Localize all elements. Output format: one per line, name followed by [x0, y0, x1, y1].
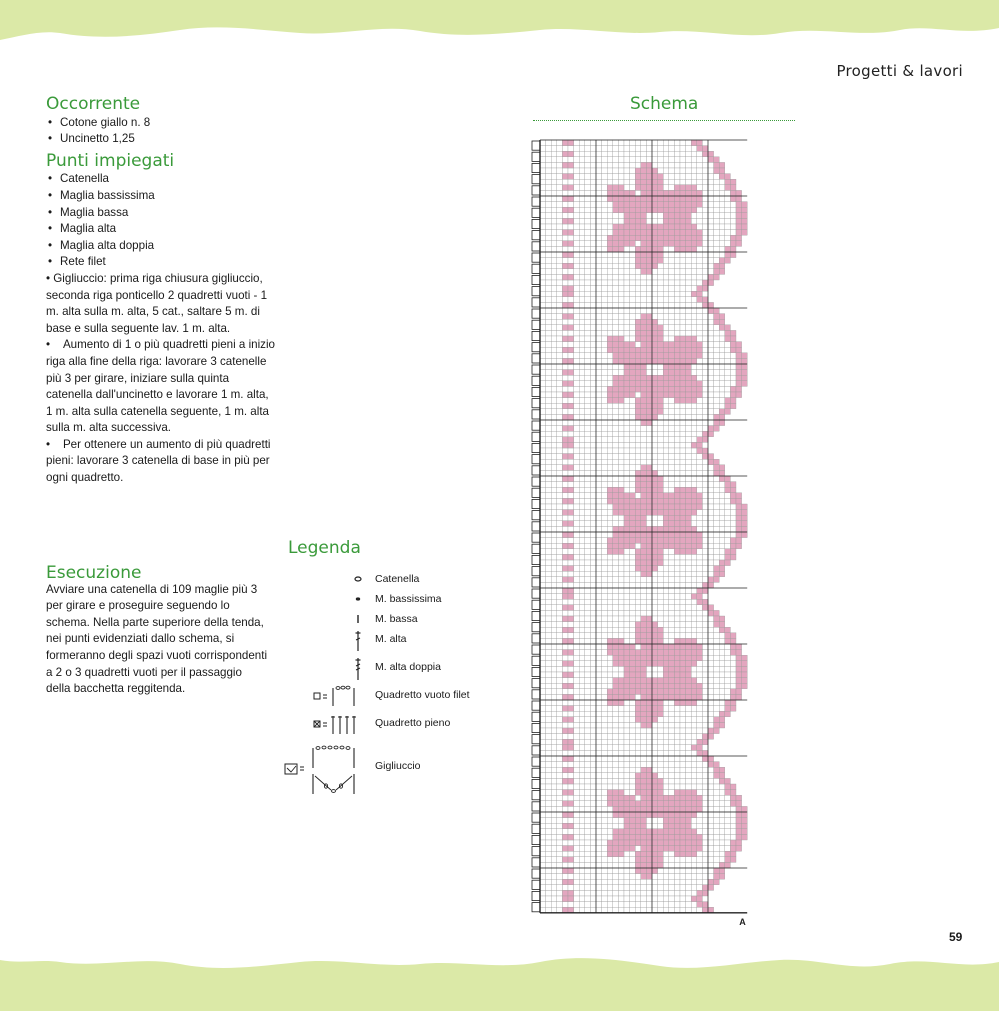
legend-row-alta-doppia — [300, 658, 500, 680]
esecuzione-text: Avviare una catenella di 109 maglie più 3 per girare e proseguire seguendo lo schema. Nella parte superiore della tenda, nei punti evidenziati dallo schema, si formeranno degli spazi vuoti corrispondenti a 2 o 3 quadretti vuoti per il passaggio della bacchetta reggitenda. — [46, 582, 268, 696]
legend-label: M. bassa — [375, 613, 418, 625]
legenda-heading: Legenda — [288, 538, 361, 558]
filled-mesh-icon — [300, 714, 366, 736]
gigliuccio-icon — [284, 744, 366, 798]
list-item: • Maglia alta — [46, 221, 278, 238]
treble-crochet-icon — [300, 658, 366, 680]
note-gigliuccio: • Gigliuccio: prima riga chiusura gigliuccio, seconda riga ponticello 2 quadretti vuoti - 1 m. alta sulla m. alta, 5 cat., saltare 5 m. di base e sulla seguente lav. 1 m. alta. — [46, 271, 268, 335]
punti-heading: Punti impiegati — [46, 150, 175, 171]
occorrente-heading: Occorrente — [46, 94, 141, 114]
legend-label: M. alta — [375, 633, 407, 645]
page-number: 59 — [949, 930, 963, 944]
list-item: • Maglia alta doppia — [46, 238, 278, 255]
legend-row-vuoto — [300, 686, 500, 708]
double-crochet-icon — [300, 630, 366, 652]
schema-heading: Schema — [630, 94, 699, 114]
list-item: • Maglia bassa — [46, 205, 278, 222]
list-item: • Rete filet — [46, 254, 278, 271]
single-crochet-bar-icon — [300, 610, 366, 632]
left-text-column — [46, 96, 278, 487]
legend-row-catenella — [300, 570, 500, 592]
esecuzione-heading: Esecuzione — [46, 563, 142, 583]
section-title: Progetti & lavori — [836, 62, 963, 80]
legend-label: M. alta doppia — [375, 661, 441, 673]
occorrente-list — [46, 115, 278, 148]
esecuzione-section — [46, 565, 268, 698]
schema-start-marker: A — [739, 916, 746, 927]
legend-row-gigliuccio — [284, 744, 484, 798]
crochet-schema-chart — [530, 130, 770, 927]
top-decorative-band — [0, 0, 999, 50]
legend-row-pieno — [300, 714, 500, 736]
legend-label: Quadretto pieno — [375, 717, 451, 729]
slip-stitch-dot-icon — [300, 590, 366, 612]
schema-left-edge — [532, 141, 540, 912]
legend-label: Gigliuccio — [375, 760, 421, 772]
legend-row-bassa — [300, 610, 500, 632]
chain-oval-icon — [300, 570, 366, 592]
legend-label: M. bassissima — [375, 593, 442, 605]
list-item: • Uncinetto 1,25 — [46, 131, 278, 148]
list-item: • Cotone giallo n. 8 — [46, 115, 278, 132]
legend-row-alta — [300, 630, 500, 652]
punti-list — [46, 171, 278, 271]
legend-label: Catenella — [375, 573, 420, 585]
bottom-decorative-band — [0, 950, 999, 1011]
schema-divider — [533, 120, 795, 121]
legend-row-bassissima — [300, 590, 500, 612]
legend-label: Quadretto vuoto filet — [375, 689, 470, 701]
open-mesh-icon — [300, 686, 366, 708]
note-aumento-multiplo: • Per ottenere un aumento di più quadretti pieni: lavorare 3 catenella di base in più per ogni quadretto. — [46, 437, 271, 485]
list-item: • Maglia bassissima — [46, 188, 278, 205]
note-aumento: • Aumento di 1 o più quadretti pieni a inizio riga alla fine della riga: lavorare 3 catenelle più 3 per girare, iniziare sulla quinta catenella dall'uncinetto e lavorare 1 m. alta, 1 m. alta sulla catenella seguente, 1 m. alta sulla m. alta successiva. — [46, 338, 275, 435]
list-item: • Catenella — [46, 171, 278, 188]
